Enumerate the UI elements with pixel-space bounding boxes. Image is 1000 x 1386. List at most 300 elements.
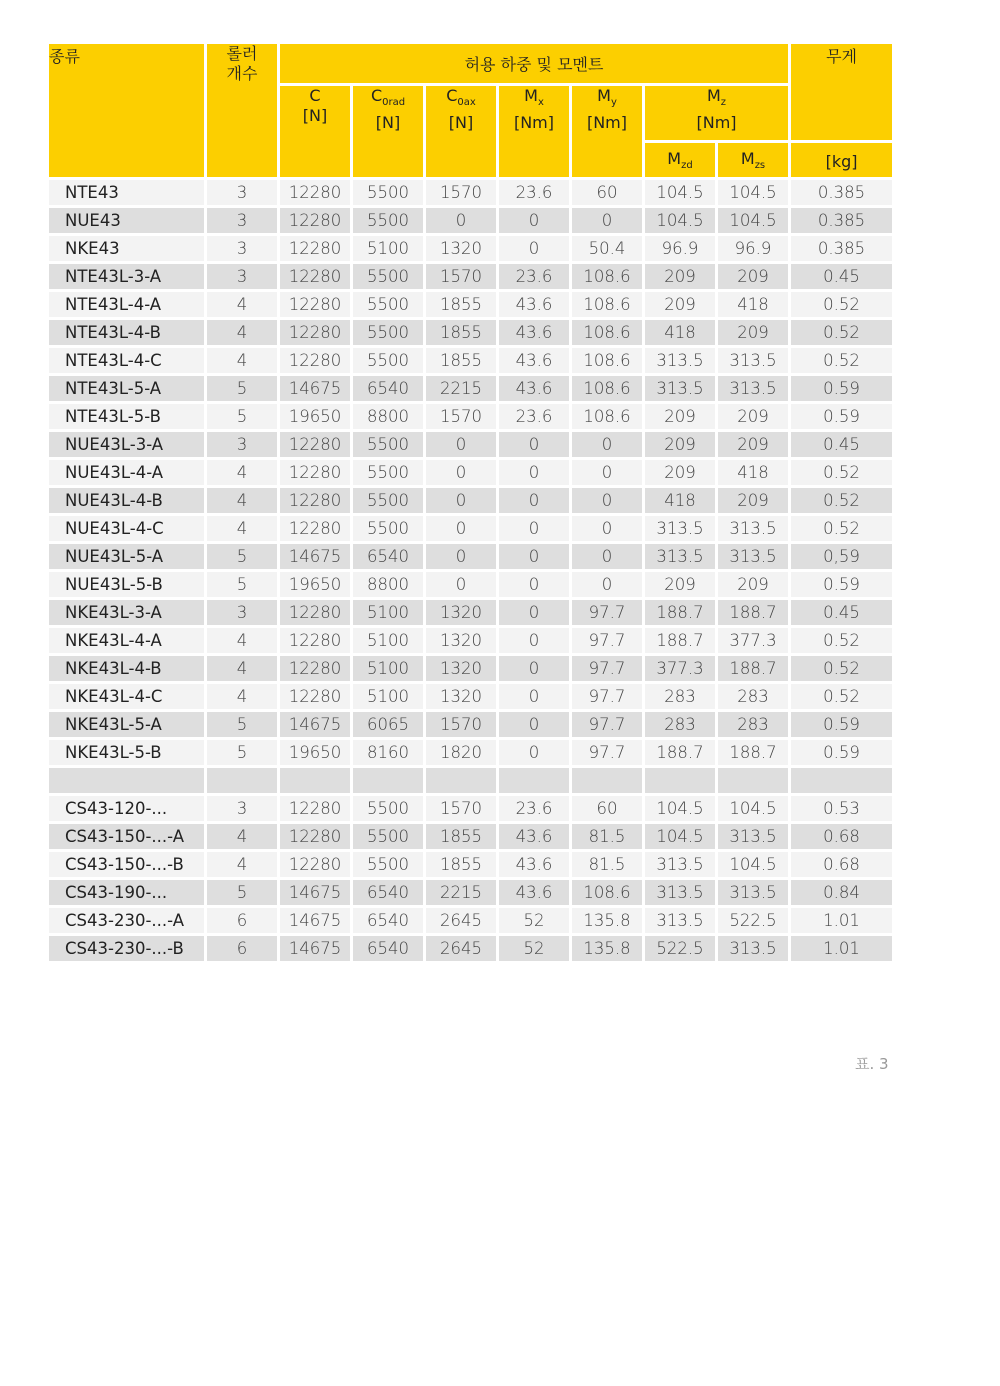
cell-c: 14675 <box>279 375 352 403</box>
cell-c: 14675 <box>279 935 352 963</box>
cell-c0rad: 5500 <box>352 795 425 823</box>
cell-mzs: 418 <box>717 459 790 487</box>
cell-roller-count: 3 <box>206 235 279 263</box>
cell-type: NKE43L-5-A <box>48 711 206 739</box>
cell-mzs: 283 <box>717 711 790 739</box>
cell-type: NTE43L-5-B <box>48 403 206 431</box>
cell-weight: 0.385 <box>790 179 894 207</box>
cell-my: 0 <box>571 459 644 487</box>
cell-weight: 0.84 <box>790 879 894 907</box>
header-load-moment-group: 허용 하중 및 모멘트 <box>279 43 790 85</box>
cell-type: CS43-230-...-B <box>48 935 206 963</box>
header-c0ax <box>425 85 498 179</box>
cell-mzs: 104.5 <box>717 851 790 879</box>
cell-mx: 0 <box>498 515 571 543</box>
cell-c0rad <box>352 767 425 795</box>
cell-mx: 52 <box>498 907 571 935</box>
cell-mx: 0 <box>498 739 571 767</box>
cell-c0rad: 8160 <box>352 739 425 767</box>
table-row <box>48 263 894 291</box>
header-mzd: $M_{zd}$ <box>644 142 717 179</box>
cell-my: 108.6 <box>571 879 644 907</box>
spec-table <box>46 41 895 964</box>
header-mx-unit: [Nm] <box>513 113 555 133</box>
cell-mzd: 313.5 <box>644 375 717 403</box>
header-c0ax-unit: [N] <box>448 113 474 133</box>
cell-roller-count: 5 <box>206 879 279 907</box>
cell-mx: 23.6 <box>498 795 571 823</box>
cell-mzd: 313.5 <box>644 543 717 571</box>
cell-my: 97.7 <box>571 711 644 739</box>
cell-mzs: 313.5 <box>717 515 790 543</box>
cell-my: 0 <box>571 571 644 599</box>
cell-my: 81.5 <box>571 851 644 879</box>
cell-c: 12280 <box>279 599 352 627</box>
table-row <box>48 795 894 823</box>
cell-mzs: 209 <box>717 431 790 459</box>
cell-weight: 0.52 <box>790 459 894 487</box>
cell-type: NUE43L-5-A <box>48 543 206 571</box>
cell-type: NKE43 <box>48 235 206 263</box>
cell-mzd: 209 <box>644 263 717 291</box>
cell-c: 12280 <box>279 683 352 711</box>
table-row <box>48 459 894 487</box>
cell-c0ax: 2215 <box>425 375 498 403</box>
cell-weight: 0.385 <box>790 235 894 263</box>
header-mx <box>498 85 571 179</box>
cell-roller-count: 6 <box>206 907 279 935</box>
cell-c: 12280 <box>279 795 352 823</box>
table-row <box>48 291 894 319</box>
cell-mx: 0 <box>498 627 571 655</box>
cell-mx: 52 <box>498 935 571 963</box>
cell-c0ax: 2215 <box>425 879 498 907</box>
cell-mzd: 418 <box>644 487 717 515</box>
cell-c0rad: 6540 <box>352 375 425 403</box>
cell-weight: 0.52 <box>790 655 894 683</box>
table-row <box>48 431 894 459</box>
cell-c0rad: 5500 <box>352 431 425 459</box>
cell-mx: 43.6 <box>498 879 571 907</box>
cell-weight: 0.52 <box>790 515 894 543</box>
cell-my: 108.6 <box>571 319 644 347</box>
cell-type: NTE43L-5-A <box>48 375 206 403</box>
cell-c0ax <box>425 767 498 795</box>
cell-roller-count: 4 <box>206 319 279 347</box>
table-row <box>48 739 894 767</box>
cell-mx: 0 <box>498 543 571 571</box>
cell-weight: 0.52 <box>790 627 894 655</box>
cell-mzd: 313.5 <box>644 851 717 879</box>
cell-c0ax: 1570 <box>425 179 498 207</box>
table-row <box>48 879 894 907</box>
cell-mzs: 104.5 <box>717 207 790 235</box>
cell-weight: 1.01 <box>790 935 894 963</box>
table-row <box>48 179 894 207</box>
cell-mx: 43.6 <box>498 319 571 347</box>
cell-mx: 0 <box>498 683 571 711</box>
cell-mzd: 209 <box>644 459 717 487</box>
cell-c0rad: 5100 <box>352 235 425 263</box>
cell-mzs: 188.7 <box>717 599 790 627</box>
cell-mzs: 209 <box>717 319 790 347</box>
cell-mzs: 104.5 <box>717 795 790 823</box>
cell-weight: 0.45 <box>790 431 894 459</box>
cell-my: 0 <box>571 515 644 543</box>
cell-type: NKE43L-4-B <box>48 655 206 683</box>
cell-mx: 0 <box>498 431 571 459</box>
cell-mzs <box>717 767 790 795</box>
cell-c0ax: 1320 <box>425 235 498 263</box>
cell-my: 60 <box>571 179 644 207</box>
header-c0ax-symbol: $C_{0ax}$ <box>446 86 476 109</box>
cell-c0ax: 1855 <box>425 851 498 879</box>
cell-mzd: 104.5 <box>644 823 717 851</box>
cell-c: 12280 <box>279 627 352 655</box>
cell-weight: 0.52 <box>790 347 894 375</box>
table-body <box>48 179 894 963</box>
cell-type: NTE43L-4-A <box>48 291 206 319</box>
cell-mx: 0 <box>498 711 571 739</box>
cell-weight: 0,59 <box>790 543 894 571</box>
cell-type: NUE43L-4-C <box>48 515 206 543</box>
cell-mzd: 522.5 <box>644 935 717 963</box>
header-c-symbol: C <box>309 86 321 105</box>
table-row <box>48 543 894 571</box>
cell-mzs: 377.3 <box>717 627 790 655</box>
cell-mzd: 104.5 <box>644 207 717 235</box>
cell-roller-count: 5 <box>206 543 279 571</box>
cell-type: NKE43L-3-A <box>48 599 206 627</box>
cell-c0rad: 6065 <box>352 711 425 739</box>
cell-c0ax: 1320 <box>425 655 498 683</box>
cell-c: 14675 <box>279 543 352 571</box>
cell-c: 12280 <box>279 459 352 487</box>
cell-mx <box>498 767 571 795</box>
cell-weight: 0.59 <box>790 403 894 431</box>
cell-mx: 43.6 <box>498 851 571 879</box>
cell-c0ax: 1820 <box>425 739 498 767</box>
cell-mzs: 313.5 <box>717 935 790 963</box>
cell-mzs: 313.5 <box>717 347 790 375</box>
cell-mx: 0 <box>498 599 571 627</box>
cell-c0ax: 1855 <box>425 291 498 319</box>
cell-type: CS43-230-...-A <box>48 907 206 935</box>
table-row <box>48 627 894 655</box>
cell-c: 12280 <box>279 291 352 319</box>
cell-c0ax: 1570 <box>425 403 498 431</box>
cell-c: 14675 <box>279 711 352 739</box>
cell-weight: 0.59 <box>790 739 894 767</box>
cell-my: 108.6 <box>571 403 644 431</box>
table-row <box>48 207 894 235</box>
cell-mzs: 104.5 <box>717 179 790 207</box>
cell-my: 108.6 <box>571 375 644 403</box>
cell-c0rad: 6540 <box>352 543 425 571</box>
cell-c0rad: 6540 <box>352 879 425 907</box>
header-mx-symbol: $M_x$ <box>524 86 544 109</box>
cell-mzd: 313.5 <box>644 515 717 543</box>
cell-c: 12280 <box>279 431 352 459</box>
cell-my: 108.6 <box>571 291 644 319</box>
cell-roller-count: 4 <box>206 459 279 487</box>
cell-mzs: 209 <box>717 571 790 599</box>
cell-roller-count: 4 <box>206 655 279 683</box>
cell-mzd: 188.7 <box>644 739 717 767</box>
cell-type: NTE43L-4-B <box>48 319 206 347</box>
cell-type: CS43-190-... <box>48 879 206 907</box>
cell-mzd: 313.5 <box>644 907 717 935</box>
cell-mx: 0 <box>498 655 571 683</box>
cell-weight: 0.59 <box>790 711 894 739</box>
cell-roller-count: 5 <box>206 375 279 403</box>
cell-roller-count: 4 <box>206 291 279 319</box>
cell-my: 0 <box>571 543 644 571</box>
cell-c0rad: 5500 <box>352 263 425 291</box>
cell-roller-count: 3 <box>206 431 279 459</box>
cell-c0ax: 1855 <box>425 347 498 375</box>
cell-mx: 43.6 <box>498 823 571 851</box>
header-type: 종류 <box>48 43 206 179</box>
cell-my: 135.8 <box>571 907 644 935</box>
cell-c0rad: 5500 <box>352 459 425 487</box>
cell-type: NUE43L-4-B <box>48 487 206 515</box>
cell-weight: 0.59 <box>790 375 894 403</box>
cell-mzd: 104.5 <box>644 179 717 207</box>
cell-c0rad: 5500 <box>352 207 425 235</box>
cell-roller-count: 5 <box>206 711 279 739</box>
table-row <box>48 767 894 795</box>
cell-roller-count: 3 <box>206 599 279 627</box>
header-c <box>279 85 352 179</box>
header-roller-line1: 롤러 <box>226 44 258 63</box>
cell-weight: 0.68 <box>790 823 894 851</box>
cell-c0ax: 2645 <box>425 907 498 935</box>
header-mzs: $M_{zs}$ <box>717 142 790 179</box>
table-row <box>48 571 894 599</box>
cell-roller-count: 4 <box>206 627 279 655</box>
cell-mzs: 313.5 <box>717 823 790 851</box>
table-row <box>48 235 894 263</box>
header-c0rad-symbol: $C_{0rad}$ <box>370 86 406 109</box>
cell-my: 108.6 <box>571 347 644 375</box>
cell-mx: 0 <box>498 487 571 515</box>
cell-weight: 1.01 <box>790 907 894 935</box>
cell-c0ax: 1570 <box>425 795 498 823</box>
table-row <box>48 711 894 739</box>
cell-type: NTE43 <box>48 179 206 207</box>
header-my-unit: [Nm] <box>586 113 628 133</box>
cell-my: 0 <box>571 487 644 515</box>
cell-my: 97.7 <box>571 655 644 683</box>
cell-type: NUE43L-4-A <box>48 459 206 487</box>
cell-type: NUE43L-5-B <box>48 571 206 599</box>
cell-c0ax: 1570 <box>425 263 498 291</box>
cell-my: 50.4 <box>571 235 644 263</box>
cell-type: NTE43L-4-C <box>48 347 206 375</box>
cell-type: NKE43L-4-C <box>48 683 206 711</box>
header-kg: [kg] <box>790 142 894 179</box>
cell-mzd: 96.9 <box>644 235 717 263</box>
cell-roller-count: 3 <box>206 207 279 235</box>
cell-c0rad: 5500 <box>352 851 425 879</box>
table-caption: 표. 3 <box>855 1055 889 1073</box>
cell-c0ax: 1855 <box>425 319 498 347</box>
cell-roller-count: 3 <box>206 795 279 823</box>
cell-mzs: 313.5 <box>717 879 790 907</box>
cell-mzd: 313.5 <box>644 347 717 375</box>
cell-my: 97.7 <box>571 627 644 655</box>
cell-roller-count: 4 <box>206 347 279 375</box>
cell-c0rad: 8800 <box>352 403 425 431</box>
cell-mx: 23.6 <box>498 403 571 431</box>
cell-c0rad: 5100 <box>352 599 425 627</box>
cell-mx: 0 <box>498 207 571 235</box>
cell-mzd: 104.5 <box>644 795 717 823</box>
cell-mx: 43.6 <box>498 375 571 403</box>
cell-c <box>279 767 352 795</box>
cell-c0ax: 1570 <box>425 711 498 739</box>
cell-roller-count: 5 <box>206 571 279 599</box>
cell-my: 108.6 <box>571 263 644 291</box>
table-row <box>48 851 894 879</box>
header-c-unit: [N] <box>302 106 328 125</box>
cell-c0ax: 0 <box>425 515 498 543</box>
cell-c: 14675 <box>279 907 352 935</box>
cell-c: 12280 <box>279 347 352 375</box>
cell-roller-count: 3 <box>206 179 279 207</box>
cell-mx: 23.6 <box>498 179 571 207</box>
cell-weight: 0.385 <box>790 207 894 235</box>
cell-weight: 0.52 <box>790 319 894 347</box>
table-row <box>48 487 894 515</box>
cell-mzd: 209 <box>644 291 717 319</box>
cell-c0ax: 0 <box>425 431 498 459</box>
cell-c: 19650 <box>279 739 352 767</box>
cell-my: 60 <box>571 795 644 823</box>
cell-mzs: 209 <box>717 403 790 431</box>
cell-mzs: 283 <box>717 683 790 711</box>
table-row <box>48 515 894 543</box>
header-weight: 무게 <box>790 43 894 142</box>
cell-mzd: 209 <box>644 571 717 599</box>
cell-c0ax: 1855 <box>425 823 498 851</box>
cell-mzd <box>644 767 717 795</box>
header-my <box>571 85 644 179</box>
table-row <box>48 375 894 403</box>
cell-c0rad: 6540 <box>352 935 425 963</box>
cell-mx: 23.6 <box>498 263 571 291</box>
cell-weight: 0.52 <box>790 487 894 515</box>
cell-c0rad: 5500 <box>352 487 425 515</box>
cell-type: NUE43 <box>48 207 206 235</box>
cell-mzd: 283 <box>644 711 717 739</box>
cell-mzs: 522.5 <box>717 907 790 935</box>
cell-type: NTE43L-3-A <box>48 263 206 291</box>
cell-mx: 43.6 <box>498 347 571 375</box>
cell-mzs: 313.5 <box>717 543 790 571</box>
cell-c: 14675 <box>279 879 352 907</box>
table-row <box>48 319 894 347</box>
cell-c: 12280 <box>279 655 352 683</box>
cell-mzd: 418 <box>644 319 717 347</box>
cell-mzd: 283 <box>644 683 717 711</box>
cell-c0rad: 5500 <box>352 515 425 543</box>
cell-weight: 0.45 <box>790 599 894 627</box>
cell-c: 12280 <box>279 207 352 235</box>
cell-c0rad: 5100 <box>352 627 425 655</box>
table-row <box>48 403 894 431</box>
cell-c0ax: 0 <box>425 571 498 599</box>
table-row <box>48 935 894 963</box>
cell-roller-count: 3 <box>206 263 279 291</box>
table-row <box>48 599 894 627</box>
table-row <box>48 655 894 683</box>
cell-mzd: 209 <box>644 431 717 459</box>
cell-c0ax: 1320 <box>425 627 498 655</box>
cell-c0rad: 5100 <box>352 683 425 711</box>
cell-weight: 0.53 <box>790 795 894 823</box>
cell-weight: 0.52 <box>790 291 894 319</box>
cell-c0ax: 1320 <box>425 599 498 627</box>
cell-type: NKE43L-4-A <box>48 627 206 655</box>
cell-c0rad: 5500 <box>352 179 425 207</box>
cell-type: NUE43L-3-A <box>48 431 206 459</box>
cell-mx: 43.6 <box>498 291 571 319</box>
cell-mzs: 188.7 <box>717 739 790 767</box>
cell-mzs: 209 <box>717 263 790 291</box>
table-row <box>48 907 894 935</box>
table-row <box>48 683 894 711</box>
cell-c0ax: 0 <box>425 459 498 487</box>
cell-roller-count: 4 <box>206 515 279 543</box>
cell-weight <box>790 767 894 795</box>
cell-roller-count: 4 <box>206 683 279 711</box>
cell-my: 135.8 <box>571 935 644 963</box>
table-header <box>48 43 894 179</box>
cell-c0rad: 5500 <box>352 319 425 347</box>
cell-my: 0 <box>571 431 644 459</box>
cell-mzd: 313.5 <box>644 879 717 907</box>
cell-roller-count <box>206 767 279 795</box>
header-mz-symbol: $M_z$ <box>706 86 727 109</box>
cell-type: CS43-150-...-B <box>48 851 206 879</box>
cell-roller-count: 5 <box>206 403 279 431</box>
cell-my: 97.7 <box>571 739 644 767</box>
cell-c: 19650 <box>279 403 352 431</box>
cell-c: 12280 <box>279 179 352 207</box>
cell-my <box>571 767 644 795</box>
header-my-symbol: $M_y$ <box>597 86 617 109</box>
cell-mzs: 313.5 <box>717 375 790 403</box>
cell-c: 19650 <box>279 571 352 599</box>
cell-mx: 0 <box>498 235 571 263</box>
cell-c: 12280 <box>279 487 352 515</box>
cell-c: 12280 <box>279 823 352 851</box>
cell-type: NKE43L-5-B <box>48 739 206 767</box>
cell-my: 97.7 <box>571 599 644 627</box>
cell-type: CS43-150-...-A <box>48 823 206 851</box>
cell-c: 12280 <box>279 263 352 291</box>
cell-c: 12280 <box>279 515 352 543</box>
cell-c0rad: 5100 <box>352 655 425 683</box>
cell-c0ax: 0 <box>425 487 498 515</box>
table-row <box>48 347 894 375</box>
cell-mzd: 377.3 <box>644 655 717 683</box>
cell-weight: 0.52 <box>790 683 894 711</box>
cell-roller-count: 6 <box>206 935 279 963</box>
cell-c0rad: 6540 <box>352 907 425 935</box>
